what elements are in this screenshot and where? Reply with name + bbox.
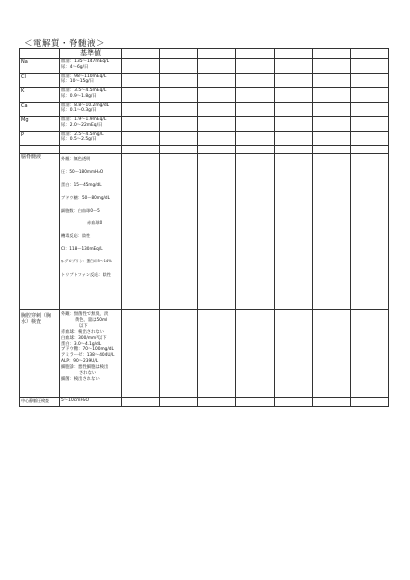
reference-line: ブドウ糖：50〜80mg/dL [61,194,110,200]
result-cell[interactable] [160,131,198,146]
result-cell[interactable] [350,146,388,154]
reference-line: 蛋白：15〜45mg/dL [61,181,102,187]
result-cell[interactable] [236,310,274,398]
result-cell[interactable] [236,102,274,117]
result-cell[interactable] [312,59,350,74]
reference-line: 尿：10〜15g/日 [61,79,95,85]
reference-line: アミラーゼ：138〜404U/L [61,353,115,359]
electrolyte-row [20,73,389,88]
reference-line: γ-グロブリン：蛋白の5〜14% [61,259,112,264]
result-cell[interactable] [160,73,198,88]
header-name-cell [20,49,60,59]
reference-line: 蛋白：3.0〜4.1g/dL [61,341,102,347]
result-cell[interactable] [198,73,236,88]
pleural-reference [60,310,122,398]
reference-line: 血清：8.8〜10.2mg/dL [61,102,110,108]
result-cell[interactable] [350,59,388,74]
electrolyte-reference [60,88,122,103]
electrolyte-row [20,117,389,132]
reference-line: 細胞数：白血球0〜5 [61,207,100,213]
result-cell[interactable] [160,88,198,103]
result-cell[interactable] [160,146,198,154]
result-cell[interactable] [122,59,160,74]
reference-line: 尿：0.5〜2.5g/日 [61,137,97,143]
electrolyte-row [20,88,389,103]
reference-line: 白血球：300/mm³以下 [61,335,107,341]
electrolyte-name: Mg [20,117,60,132]
result-cell[interactable] [274,310,312,398]
result-cell[interactable] [236,131,274,146]
result-cell[interactable] [198,310,236,398]
result-cell[interactable] [198,154,236,310]
result-cell[interactable] [312,310,350,398]
result-cell[interactable] [350,88,388,103]
reference-line: 赤血球0 [87,220,103,226]
reference-line: 圧：50〜180mmH₂O [61,168,104,174]
electrolyte-name: Na [20,59,60,74]
cvp-row [20,398,389,407]
result-cell[interactable] [274,117,312,132]
result-cell[interactable] [236,88,274,103]
reference-line: されない [79,371,97,377]
electrolyte-reference [60,131,122,146]
reference-line: 外観：無色透明 [61,156,91,161]
result-cell[interactable] [236,154,274,310]
result-cell[interactable] [236,146,274,154]
result-cell[interactable] [160,59,198,74]
pleural-name: 胸腔穿刺（胸水）検査 [20,310,60,398]
result-cell[interactable] [274,146,312,154]
result-cell[interactable] [312,102,350,117]
reference-line: 血清：135〜147mEq/L [61,59,110,64]
result-cell[interactable] [160,310,198,398]
electrolyte-name: K [20,88,60,103]
result-cell[interactable] [350,49,388,59]
result-cell[interactable] [122,102,160,117]
result-cell[interactable] [312,146,350,154]
electrolyte-row [20,102,389,117]
reference-line: ブドウ糖：70〜100mg/dL [61,347,114,353]
reference-line: 尿：4〜6g/日 [61,64,89,70]
electrolyte-reference [60,73,122,88]
result-cell[interactable] [350,154,388,310]
header-ref-label: 基準値 [60,49,122,59]
header-row [20,49,389,59]
reference-line: Cl：118〜130mEq/L [61,246,103,252]
electrolyte-reference [60,59,122,74]
result-cell[interactable] [274,131,312,146]
result-cell[interactable] [236,117,274,132]
electrolyte-name: P [20,131,60,146]
reference-line: 細菌：検出されない [61,376,100,382]
electrolyte-name: Cl [20,73,60,88]
empty-row [20,146,389,154]
result-cell[interactable] [122,117,160,132]
reference-line: 血清：1.9〜1.9mEq/L [61,117,107,122]
result-cell[interactable] [312,131,350,146]
lab-reference-table [19,48,389,407]
cvp-reference: 5〜10cmH₂O [60,398,122,407]
csf-name: 脳脊髄液 [20,154,60,310]
pleural-row [20,310,389,398]
result-cell[interactable] [312,88,350,103]
csf-reference [60,154,122,310]
result-cell[interactable] [198,117,236,132]
reference-line: 血清：2.5〜4.5mg/L [61,131,104,137]
reference-line: 血清：3.5〜4.5mEq/L [61,88,107,93]
result-cell[interactable] [350,131,388,146]
page-title: ＜電解質・脊髄液＞ [24,39,106,49]
reference-line: 尿：2.0〜22mEq/日 [61,122,103,128]
reference-line: 黄色、量は50ml [75,317,108,323]
result-cell[interactable] [236,73,274,88]
result-cell[interactable] [198,398,236,407]
result-cell[interactable] [274,154,312,310]
electrolyte-name: Ca [20,102,60,117]
result-cell[interactable] [122,88,160,103]
result-cell[interactable] [198,146,236,154]
reference-line: 血清：98〜110mEq/L [61,73,107,79]
result-cell[interactable] [350,73,388,88]
result-cell[interactable] [350,102,388,117]
result-cell[interactable] [236,398,274,407]
result-cell[interactable] [312,398,350,407]
result-cell[interactable] [160,117,198,132]
result-cell[interactable] [274,88,312,103]
result-cell[interactable] [274,59,312,74]
result-cell[interactable] [122,154,160,310]
electrolyte-row [20,59,389,74]
result-cell[interactable] [122,398,160,407]
reference-line: トリプトファン反応：陰性 [61,272,112,278]
reference-line: 尿：0.1〜0.3g/日 [61,108,97,114]
result-cell[interactable] [350,398,388,407]
empty-ref-cell [60,146,122,154]
result-cell[interactable] [350,117,388,132]
result-cell[interactable] [198,88,236,103]
result-cell[interactable] [312,117,350,132]
result-cell[interactable] [122,49,160,59]
result-cell[interactable] [122,310,160,398]
csf-row [20,154,389,310]
result-cell[interactable] [122,146,160,154]
electrolyte-reference [60,102,122,117]
result-cell[interactable] [274,398,312,407]
result-cell[interactable] [198,59,236,74]
electrolyte-reference [60,117,122,132]
reference-line: 外観：無菌性で無臭、淡 [61,312,109,317]
electrolyte-row [20,131,389,146]
result-cell[interactable] [236,49,274,59]
reference-line: 赤血球：検出されない [61,329,104,335]
result-cell[interactable] [236,59,274,74]
cvp-name: 中心静脈圧検査 [20,398,60,407]
result-cell[interactable] [198,131,236,146]
result-cell[interactable] [122,73,160,88]
reference-line: 以下 [79,323,88,329]
result-cell[interactable] [122,131,160,146]
result-cell[interactable] [198,102,236,117]
result-cell[interactable] [312,73,350,88]
result-cell[interactable] [350,310,388,398]
result-cell[interactable] [274,73,312,88]
result-cell[interactable] [160,102,198,117]
empty-name-cell [20,146,60,154]
result-cell[interactable] [312,49,350,59]
reference-line: 細胞診：悪性細胞は検出 [61,365,109,371]
reference-line: 尿：0.9〜1.8g/日 [61,93,97,99]
reference-line: 機毒反応：陰性 [61,233,91,239]
result-cell[interactable] [160,49,198,59]
result-cell[interactable] [198,49,236,59]
result-cell[interactable] [274,102,312,117]
result-cell[interactable] [160,154,198,310]
result-cell[interactable] [312,154,350,310]
reference-line: ALP：90〜239U/L [61,359,99,365]
result-cell[interactable] [160,398,198,407]
result-cell[interactable] [274,49,312,59]
